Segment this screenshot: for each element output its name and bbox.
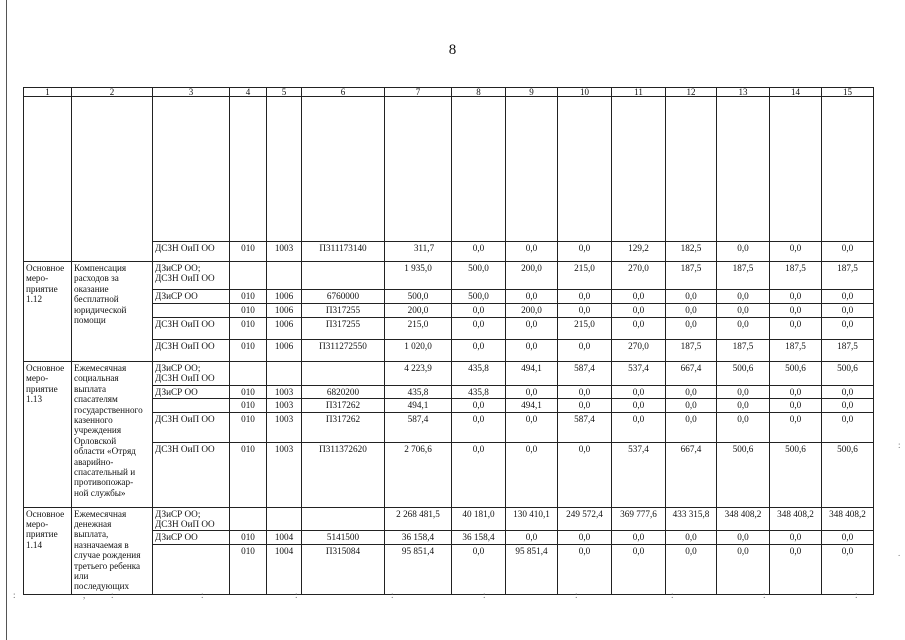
table-cell-y1: 0,0 <box>452 544 506 594</box>
table-cell-y8: 500,6 <box>822 362 874 386</box>
table-cell-y4: 0,0 <box>612 544 666 594</box>
table-cell-rz: 010 <box>230 544 267 594</box>
table-cell: 182,5 <box>666 242 717 262</box>
table-cell-y2: 0,0 <box>506 318 558 340</box>
column-number-cell: 4 <box>230 88 267 97</box>
column-number-cell: 2 <box>72 88 153 97</box>
table-cell-y3: 0,0 <box>558 304 612 318</box>
table-cell-y2: 494,1 <box>506 362 558 386</box>
table-cell-pr: 1004 <box>267 531 302 544</box>
table-cell-pr: 1006 <box>267 304 302 318</box>
text-line: ДСЗН ОиП ОО <box>155 319 215 329</box>
table-cell-y5: 667,4 <box>666 362 717 386</box>
table-cell-y7: 0,0 <box>770 304 822 318</box>
table-cell-y2: 0,0 <box>506 290 558 304</box>
table-cell-y2: 200,0 <box>506 304 558 318</box>
table-cell: 0,0 <box>770 242 822 262</box>
table-cell-total: 36 158,4 <box>385 531 452 544</box>
table-cell-csr <box>302 507 385 531</box>
table-cell-y3: 0,0 <box>558 385 612 398</box>
table-cell-y2: 0,0 <box>506 385 558 398</box>
table-cell-y1: 435,8 <box>452 385 506 398</box>
table-cell: 0,0 <box>452 242 506 262</box>
table-cell: 311,7 <box>385 242 452 262</box>
table-cell-csr: П311272550 <box>302 340 385 362</box>
executor-cell <box>153 290 230 304</box>
table-cell-y8: 348 408,2 <box>822 507 874 531</box>
table-cell: 010 <box>230 242 267 262</box>
table-cell-pr: 1004 <box>267 544 302 594</box>
table-cell-y1: 0,0 <box>452 318 506 340</box>
table-cell-pr <box>267 507 302 531</box>
table-cell-y3: 0,0 <box>558 531 612 544</box>
measure-label-cell <box>24 362 72 508</box>
text-line: юридической <box>74 304 127 315</box>
table-cell: П311173140 <box>302 242 385 262</box>
table-cell-y4: 0,0 <box>612 290 666 304</box>
table-cell: 129,2 <box>612 242 666 262</box>
text-line: казенного <box>74 415 113 426</box>
table-cell-y6: 500,6 <box>717 362 770 386</box>
table-cell-csr: 6760000 <box>302 290 385 304</box>
table-cell-y4: 270,0 <box>612 262 666 290</box>
table-cell-y8: 187,5 <box>822 262 874 290</box>
table-cell-y8: 0,0 <box>822 544 874 594</box>
text-line: меро- <box>26 519 49 530</box>
scan-artifact-tick: : <box>898 440 901 450</box>
text-line: Ежемесячная <box>74 363 127 373</box>
table-cell-rz: 010 <box>230 304 267 318</box>
table-cell-total: 435,8 <box>385 385 452 398</box>
text-line: ной службы» <box>74 487 126 498</box>
executor-cell <box>153 544 230 594</box>
table-cell-y7: 0,0 <box>770 290 822 304</box>
table-cell-y6: 0,0 <box>717 318 770 340</box>
table-row <box>24 97 874 242</box>
table-cell-pr <box>267 362 302 386</box>
table-cell-y7: 0,0 <box>770 318 822 340</box>
table-cell-y1: 500,0 <box>452 262 506 290</box>
table-cell-y5: 0,0 <box>666 318 717 340</box>
table-cell-y4: 369 777,6 <box>612 507 666 531</box>
table-cell-rz: 010 <box>230 442 267 507</box>
table-cell-y7: 187,5 <box>770 262 822 290</box>
column-number-cell: 13 <box>717 88 770 97</box>
executor-cell <box>153 262 230 290</box>
table-cell-y6: 0,0 <box>717 412 770 442</box>
table-cell-total: 95 851,4 <box>385 544 452 594</box>
table-cell-y1: 36 158,4 <box>452 531 506 544</box>
table-cell-rz: 010 <box>230 290 267 304</box>
text-line: расходов за <box>74 273 119 284</box>
measure-label-cell <box>24 507 72 594</box>
table-cell-y3: 215,0 <box>558 262 612 290</box>
measure-block-1-14 <box>24 507 874 594</box>
column-number-cell: 15 <box>822 88 874 97</box>
text-line: 1.12 <box>26 294 43 305</box>
table-cell: 0,0 <box>717 242 770 262</box>
text-line: ДСЗН ОиП ОО <box>155 373 215 384</box>
table-cell-y4: 0,0 <box>612 304 666 318</box>
table-row <box>24 262 874 290</box>
text-line: Основное <box>26 263 65 273</box>
table-cell-y6: 348 408,2 <box>717 507 770 531</box>
executor-cell <box>153 304 230 318</box>
table-cell-y8: 0,0 <box>822 290 874 304</box>
text-line: ДСЗН ОиП ОО <box>155 413 215 424</box>
table-cell-y7: 0,0 <box>770 399 822 412</box>
column-number-cell: 6 <box>302 88 385 97</box>
table-cell-y2: 130 410,1 <box>506 507 558 531</box>
budget-table-sheet <box>23 87 874 595</box>
column-number-cell: 8 <box>452 88 506 97</box>
column-number-cell: 11 <box>612 88 666 97</box>
table-cell-y5: 187,5 <box>666 262 717 290</box>
measure-description-cell <box>72 362 153 508</box>
text-line: ДЗиСР ОО; <box>155 363 201 373</box>
text-line: меро- <box>26 273 49 284</box>
table-cell-y3: 249 572,4 <box>558 507 612 531</box>
table-cell-y1: 40 181,0 <box>452 507 506 531</box>
measure-block-1-12 <box>24 262 874 362</box>
table-cell-rz: 010 <box>230 399 267 412</box>
table-cell-total: 2 706,6 <box>385 442 452 507</box>
table-cell-y4: 270,0 <box>612 340 666 362</box>
table-cell-total: 215,0 <box>385 318 452 340</box>
table-cell-y3: 0,0 <box>558 340 612 362</box>
table-cell-rz: 010 <box>230 531 267 544</box>
text-line: денежная <box>74 519 112 530</box>
table-cell-y2: 0,0 <box>506 340 558 362</box>
text-line: ДЗиСР ОО; <box>155 263 201 273</box>
budget-table <box>23 87 874 595</box>
table-cell-y4: 537,4 <box>612 362 666 386</box>
table-cell-pr: 1003 <box>267 442 302 507</box>
table-cell-y4: 0,0 <box>612 399 666 412</box>
text-line: социальная <box>74 373 119 384</box>
table-cell-y7: 500,6 <box>770 442 822 507</box>
left-margin-rule <box>6 0 7 640</box>
measure-label-cell <box>24 262 72 362</box>
text-line: ДЗиСР ОО; <box>155 508 201 519</box>
table-cell-pr: 1006 <box>267 290 302 304</box>
table-cell-csr: П317262 <box>302 412 385 442</box>
table-cell-y6: 0,0 <box>717 304 770 318</box>
table-cell-rz <box>230 507 267 531</box>
text-line: области «Отряд <box>74 446 136 457</box>
table-cell: 0,0 <box>822 242 874 262</box>
table-cell-y5: 0,0 <box>666 304 717 318</box>
table-cell-y8: 0,0 <box>822 412 874 442</box>
table-cell-y2: 0,0 <box>506 442 558 507</box>
table-cell-pr: 1006 <box>267 340 302 362</box>
table-cell-rz: 010 <box>230 412 267 442</box>
table-cell-csr <box>302 362 385 386</box>
measure-description-cell <box>72 507 153 594</box>
table-cell-y7: 187,5 <box>770 340 822 362</box>
table-cell-y1: 0,0 <box>452 304 506 318</box>
table-cell-y8: 500,6 <box>822 442 874 507</box>
executor-cell <box>153 442 230 507</box>
table-cell-csr: 6820200 <box>302 385 385 398</box>
column-number-cell: 5 <box>267 88 302 97</box>
table-cell-y6: 0,0 <box>717 544 770 594</box>
column-number-cell: 10 <box>558 88 612 97</box>
table-cell-y8: 0,0 <box>822 399 874 412</box>
table-cell-total: 1 020,0 <box>385 340 452 362</box>
column-number-cell: 1 <box>24 88 72 97</box>
table-cell-csr: П317262 <box>302 399 385 412</box>
table-cell-y1: 435,8 <box>452 362 506 386</box>
text-line: или <box>74 571 89 582</box>
table-cell-y3: 0,0 <box>558 399 612 412</box>
scan-artifact-dots: : , : : : : : : : : : <box>13 590 858 600</box>
text-line: приятие <box>26 283 58 294</box>
table-cell-y7: 348 408,2 <box>770 507 822 531</box>
table-cell-pr <box>267 262 302 290</box>
table-cell-y8: 0,0 <box>822 531 874 544</box>
table-cell-y1: 500,0 <box>452 290 506 304</box>
table-cell-y6: 187,5 <box>717 340 770 362</box>
column-number-header <box>24 88 874 97</box>
scan-artifact-tick: . <box>898 548 901 558</box>
table-cell-csr: 5141500 <box>302 531 385 544</box>
table-cell: 0,0 <box>558 242 612 262</box>
table-cell-y5: 0,0 <box>666 399 717 412</box>
table-cell: ДСЗН ОиП ОО <box>153 242 230 262</box>
text-line: случае рождения <box>74 550 141 561</box>
page-number: 8 <box>448 42 457 58</box>
table-cell-total: 4 223,9 <box>385 362 452 386</box>
text-line: ДЗиСР ОО <box>155 386 198 397</box>
table-cell-total: 1 935,0 <box>385 262 452 290</box>
table-cell-y4: 0,0 <box>612 318 666 340</box>
text-line: выплата, <box>74 529 109 540</box>
table-cell-y4: 0,0 <box>612 531 666 544</box>
text-line: приятие <box>26 383 58 394</box>
measure-description-cell <box>72 262 153 362</box>
text-line: ДЗиСР ОО <box>155 532 198 543</box>
text-line: ДСЗН ОиП ОО <box>155 273 215 284</box>
table-cell-csr: П315084 <box>302 544 385 594</box>
table-cell-y8: 0,0 <box>822 304 874 318</box>
text-line: 1.14 <box>26 539 43 550</box>
table-cell-y3: 0,0 <box>558 290 612 304</box>
executor-cell <box>153 399 230 412</box>
table-cell-y4: 537,4 <box>612 442 666 507</box>
table-cell-total: 200,0 <box>385 304 452 318</box>
table-cell-total: 494,1 <box>385 399 452 412</box>
table-cell-y6: 0,0 <box>717 290 770 304</box>
table-cell-y5: 0,0 <box>666 412 717 442</box>
text-line: противопожар- <box>74 477 134 488</box>
table-cell-pr: 1006 <box>267 318 302 340</box>
table-cell-y6: 0,0 <box>717 399 770 412</box>
table-cell-y2: 95 851,4 <box>506 544 558 594</box>
text-line: спасателям <box>74 394 118 405</box>
table-cell-y8: 0,0 <box>822 385 874 398</box>
text-line: приятие <box>26 529 58 540</box>
table-cell-y5: 0,0 <box>666 531 717 544</box>
text-line: ДСЗН ОиП ОО <box>155 519 215 530</box>
table-cell-y5: 187,5 <box>666 340 717 362</box>
column-number-cell: 9 <box>506 88 558 97</box>
table-cell-y1: 0,0 <box>452 399 506 412</box>
table-cell-y7: 0,0 <box>770 385 822 398</box>
table-cell-pr: 1003 <box>267 412 302 442</box>
text-line: помощи <box>74 315 106 326</box>
table-cell-y7: 0,0 <box>770 412 822 442</box>
text-line: назначаемая в <box>74 539 129 550</box>
table-cell-y3: 215,0 <box>558 318 612 340</box>
column-number-cell: 7 <box>385 88 452 97</box>
table-cell-y1: 0,0 <box>452 442 506 507</box>
table-cell-y5: 0,0 <box>666 290 717 304</box>
column-number-cell: 12 <box>666 88 717 97</box>
table-cell-csr: П311372620 <box>302 442 385 507</box>
table-cell-total: 587,4 <box>385 412 452 442</box>
text-line: оказание <box>74 283 109 294</box>
table-cell-y7: 500,6 <box>770 362 822 386</box>
table-cell-y6: 0,0 <box>717 385 770 398</box>
table-cell-total: 500,0 <box>385 290 452 304</box>
table-cell-y7: 0,0 <box>770 544 822 594</box>
table-cell-y5: 0,0 <box>666 544 717 594</box>
table-cell-y8: 0,0 <box>822 318 874 340</box>
executor-cell <box>153 340 230 362</box>
table-cell: 0,0 <box>506 242 558 262</box>
text-line: Компенсация <box>74 263 127 273</box>
table-row <box>24 362 874 386</box>
text-line: ДЗиСР ОО <box>155 291 198 301</box>
text-line: Основное <box>26 508 65 519</box>
table-cell-rz: 010 <box>230 318 267 340</box>
table-row <box>24 507 874 531</box>
executor-cell <box>153 385 230 398</box>
table-cell-rz <box>230 362 267 386</box>
table-cell-pr: 1003 <box>267 385 302 398</box>
text-line: 1.13 <box>26 394 43 405</box>
table-cell: 1003 <box>267 242 302 262</box>
column-number-cell: 3 <box>153 88 230 97</box>
table-cell-y6: 500,6 <box>717 442 770 507</box>
table-cell-y2: 494,1 <box>506 399 558 412</box>
table-cell-y3: 0,0 <box>558 544 612 594</box>
text-line: меро- <box>26 373 49 384</box>
table-cell-rz: 010 <box>230 340 267 362</box>
text-line: учреждения <box>74 425 122 436</box>
table-cell-y3: 0,0 <box>558 442 612 507</box>
table-cell-y6: 0,0 <box>717 531 770 544</box>
text-line: Ежемесячная <box>74 508 127 519</box>
measure-label-cell <box>24 97 72 262</box>
executor-cell <box>153 507 230 531</box>
executor-cell <box>153 318 230 340</box>
text-line: выплата <box>74 383 107 394</box>
text-line: Основное <box>26 363 65 373</box>
executor-cell <box>153 412 230 442</box>
table-cell-csr: П317255 <box>302 318 385 340</box>
table-cell-y1: 0,0 <box>452 340 506 362</box>
text-line: ДСЗН ОиП ОО <box>155 341 215 351</box>
executor-cell <box>153 531 230 544</box>
table-cell-rz <box>230 262 267 290</box>
text-line: аварийно- <box>74 456 114 467</box>
table-cell-y8: 187,5 <box>822 340 874 362</box>
table-cell-total: 2 268 481,5 <box>385 507 452 531</box>
table-cell-y2: 0,0 <box>506 412 558 442</box>
text-line: спасательный и <box>74 467 136 478</box>
table-cell-y5: 667,4 <box>666 442 717 507</box>
measure-description-cell <box>72 97 153 262</box>
text-line: ДСЗН ОиП ОО <box>155 443 215 454</box>
text-line: последующих <box>74 581 130 592</box>
column-number-cell: 14 <box>770 88 822 97</box>
executor-cell <box>153 362 230 386</box>
table-cell-y2: 200,0 <box>506 262 558 290</box>
table-cell-y2: 0,0 <box>506 531 558 544</box>
table-cell-y5: 0,0 <box>666 385 717 398</box>
table-cell-y5: 433 315,8 <box>666 507 717 531</box>
table-cell-y3: 587,4 <box>558 362 612 386</box>
table-cell-csr: П317255 <box>302 304 385 318</box>
text-line: Орловской <box>74 435 117 446</box>
table-cell-rz: 010 <box>230 385 267 398</box>
table-cell-y4: 0,0 <box>612 412 666 442</box>
measure-block-1-13 <box>24 362 874 508</box>
text-line: государственного <box>74 404 143 415</box>
text-line: третьего ребенка <box>74 560 141 571</box>
table-cell-y1: 0,0 <box>452 412 506 442</box>
table-cell-y4: 0,0 <box>612 385 666 398</box>
table-cell-pr: 1003 <box>267 399 302 412</box>
table-cell-y3: 587,4 <box>558 412 612 442</box>
table-cell-y6: 187,5 <box>717 262 770 290</box>
text-line: бесплатной <box>74 294 119 305</box>
table-cell-y7: 0,0 <box>770 531 822 544</box>
table-cell-csr <box>302 262 385 290</box>
